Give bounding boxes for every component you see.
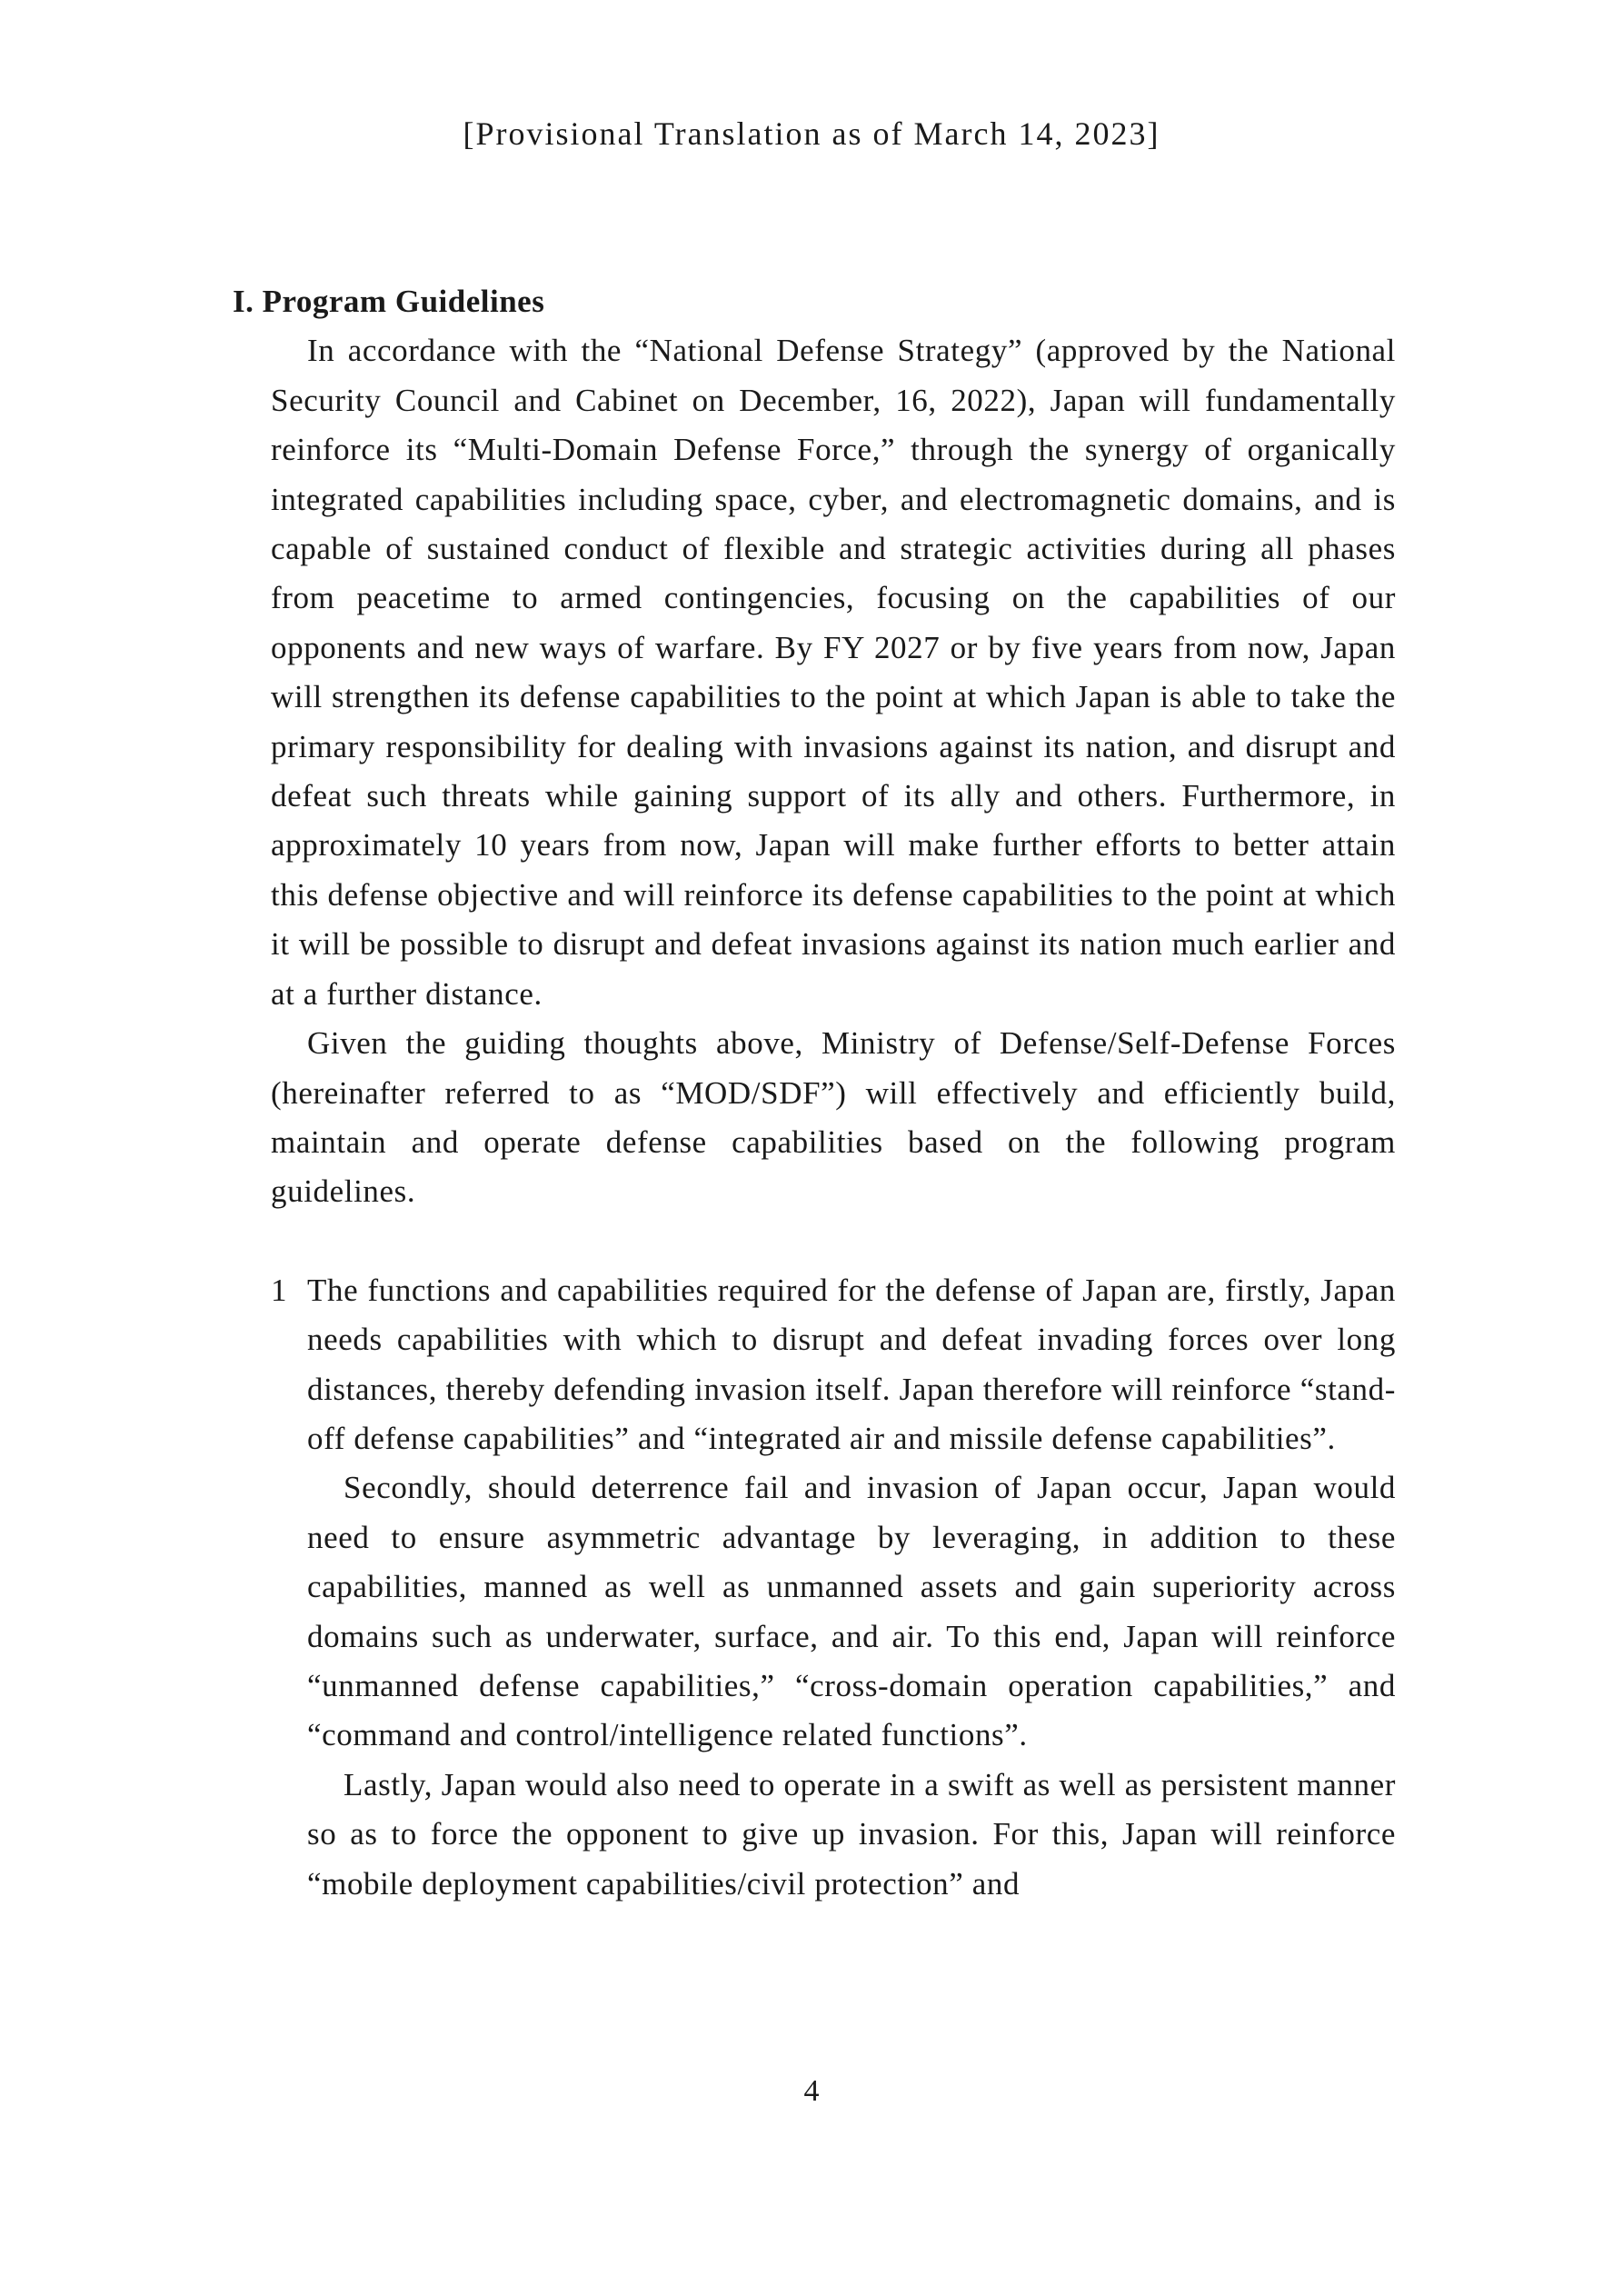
translation-header: [Provisional Translation as of March 14, 2023] [463,115,1160,152]
list-item-number: 1 [271,1272,288,1308]
section-title: I. Program Guidelines [233,284,545,319]
page-number: 4 [803,2074,820,2108]
guiding-paragraph: Given the guiding thoughts above, Ministry of Defense/Self-Defense Forces (hereinafter referred to as “MOD/SDF”) will effectively and efficiently build, maintain and operate defense capabilities based on the following program guidelines. [271,1025,1396,1210]
document-body [233,277,1396,1909]
list-item-1 [233,1266,1396,1464]
list-item-paragraph-lastly: Lastly, Japan would also need to operate in a swift as well as persistent manner so as to force the opponent to give up invasion. For this, Japan will reinforce “mobile deployment capabilities/civil protection” and [307,1766,1396,1902]
list-item-paragraph-secondly: Secondly, should deterrence fail and invasion of Japan occur, Japan would need to ensure asymmetric advantage by leveraging, in addition to these capabilities, manned as well as unmanned assets and gain superiority across domains such as underwater, surface, and air. To this end, Japan will reinforce “unmanned defense capabilities,” “cross-domain operation capabilities,” and “command and control/intelligence related functions”. [307,1470,1396,1753]
spacer [233,1217,1396,1266]
list-item-lead-text: The functions and capabilities required for the defense of Japan are, firstly, Japan needs capabilities with which to disrupt and defeat invading forces over long distances, thereby defending invasion itself. Japan therefore will reinforce “stand-off defense capabilities” and “integrated air and missile defense capabilities”. [307,1272,1396,1456]
intro-paragraph: In accordance with the “National Defense Strategy” (approved by the National Security Council and Cabinet on December, 16, 2022), Japan will fundamentally reinforce its “Multi-Domain Defense Force,” through the synergy of organically integrated capabilities including space, cyber, and electromagnetic domains, and is capable of sustained conduct of flexible and strategic activities during all phases from peacetime to armed contingencies, focusing on the capabilities of our opponents and new ways of warfare. By FY 2027 or by five years from now, Japan will strengthen its defense capabilities to the point at which Japan is able to take the primary responsibility for dealing with invasions against its nation, and disrupt and defeat such threats while gaining support of its ally and others. Furthermore, in approximately 10 years from now, Japan will make further efforts to better attain this defense objective and will reinforce its defense capabilities to the point at which it will be possible to disrupt and defeat invasions against its nation much earlier and at a further distance. [271,333,1396,1012]
